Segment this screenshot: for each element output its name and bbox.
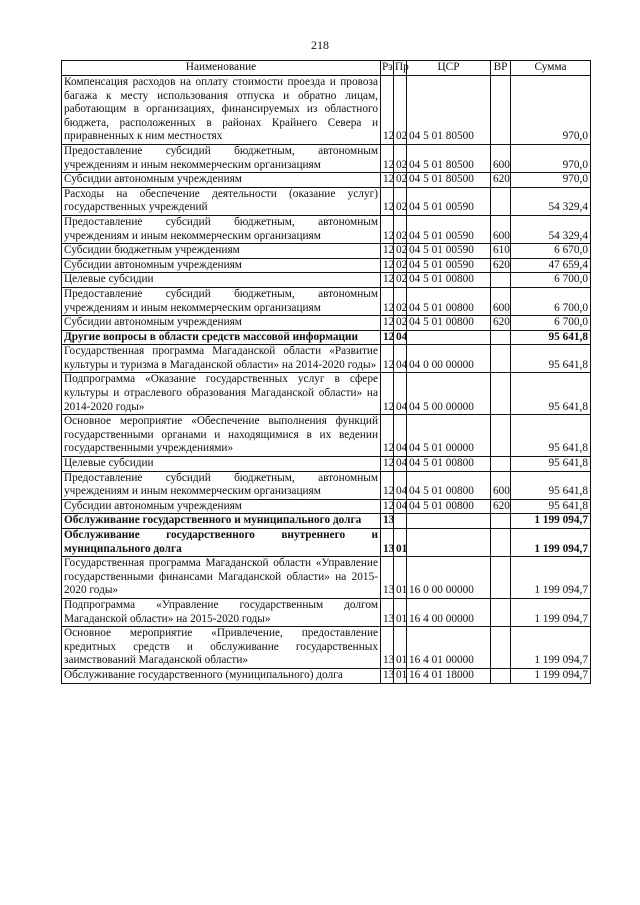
table-row	[62, 144, 591, 172]
column-header-rz: Рз	[381, 61, 394, 76]
cell-name: Основное мероприятие «Обеспечение выполнения функций государственными органами и находящимися в их ведении государственными учреждениями»	[62, 415, 381, 457]
cell-rz: 13	[381, 627, 394, 669]
cell-vr	[491, 668, 511, 683]
cell-rz: 12	[381, 316, 394, 331]
cell-pr: 04	[394, 457, 407, 472]
cell-rz: 12	[381, 76, 394, 145]
cell-rz: 12	[381, 144, 394, 172]
cell-vr	[491, 415, 511, 457]
cell-csr: 16 4 01 18000	[407, 668, 491, 683]
cell-vr	[491, 529, 511, 557]
table-row	[62, 529, 591, 557]
table-row	[62, 373, 591, 415]
cell-rz: 12	[381, 287, 394, 315]
cell-name: Предоставление субсидий бюджетным, автономным учреждениям и иным некоммерческим организациям	[62, 215, 381, 243]
cell-sum: 95 641,8	[511, 330, 591, 345]
cell-vr	[491, 330, 511, 345]
cell-csr	[407, 514, 491, 529]
column-header-name: Наименование	[62, 61, 381, 76]
cell-rz: 13	[381, 668, 394, 683]
table-row	[62, 457, 591, 472]
cell-pr: 02	[394, 258, 407, 273]
table-header-row	[62, 61, 591, 76]
cell-rz: 12	[381, 457, 394, 472]
table-row	[62, 557, 591, 599]
cell-vr: 600	[491, 215, 511, 243]
cell-pr: 04	[394, 373, 407, 415]
cell-csr: 16 4 01 00000	[407, 627, 491, 669]
cell-vr	[491, 598, 511, 626]
table-row	[62, 415, 591, 457]
cell-rz: 13	[381, 529, 394, 557]
cell-sum: 970,0	[511, 173, 591, 188]
cell-sum: 1 199 094,7	[511, 529, 591, 557]
cell-vr	[491, 273, 511, 288]
cell-sum: 1 199 094,7	[511, 598, 591, 626]
cell-name: Субсидии бюджетным учреждениям	[62, 244, 381, 259]
cell-csr: 04 5 01 00590	[407, 215, 491, 243]
cell-pr: 02	[394, 173, 407, 188]
cell-name: Государственная программа Магаданской области «Развитие культуры и туризма в Магаданской области» на 2014-2020 годы»	[62, 345, 381, 373]
cell-pr: 02	[394, 273, 407, 288]
page-number: 218	[311, 38, 329, 52]
cell-rz: 12	[381, 173, 394, 188]
cell-csr: 04 5 01 80500	[407, 173, 491, 188]
cell-csr: 04 0 00 00000	[407, 345, 491, 373]
cell-vr: 620	[491, 258, 511, 273]
cell-pr: 02	[394, 187, 407, 215]
cell-name: Целевые субсидии	[62, 457, 381, 472]
cell-csr: 04 5 01 80500	[407, 144, 491, 172]
table-row	[62, 187, 591, 215]
cell-vr	[491, 187, 511, 215]
cell-sum: 970,0	[511, 144, 591, 172]
cell-sum: 95 641,8	[511, 373, 591, 415]
table-row	[62, 173, 591, 188]
table-row	[62, 316, 591, 331]
cell-sum: 95 641,8	[511, 457, 591, 472]
cell-sum: 6 700,0	[511, 316, 591, 331]
column-header-sum: Сумма	[511, 61, 591, 76]
cell-name: Субсидии автономным учреждениям	[62, 173, 381, 188]
cell-sum: 1 199 094,7	[511, 514, 591, 529]
table-row	[62, 273, 591, 288]
cell-rz: 12	[381, 258, 394, 273]
cell-pr: 02	[394, 144, 407, 172]
cell-pr: 01	[394, 557, 407, 599]
table-row	[62, 258, 591, 273]
cell-csr	[407, 529, 491, 557]
cell-pr: 01	[394, 627, 407, 669]
cell-rz: 12	[381, 373, 394, 415]
cell-pr: 04	[394, 415, 407, 457]
cell-csr	[407, 330, 491, 345]
cell-sum: 6 670,0	[511, 244, 591, 259]
cell-rz: 12	[381, 499, 394, 514]
cell-csr: 04 5 01 00800	[407, 499, 491, 514]
cell-pr: 04	[394, 499, 407, 514]
cell-pr	[394, 514, 407, 529]
cell-name: Основное мероприятие «Привлечение, предоставление кредитных средств и обслуживание государственных заимствований Магаданской области»	[62, 627, 381, 669]
cell-sum: 95 641,8	[511, 471, 591, 499]
cell-rz: 12	[381, 345, 394, 373]
cell-name: Обслуживание государственного внутреннего и муниципального долга	[62, 529, 381, 557]
cell-name: Обслуживание государственного и муниципального долга	[62, 514, 381, 529]
column-header-csr: ЦСР	[407, 61, 491, 76]
cell-pr: 01	[394, 529, 407, 557]
cell-csr: 04 5 01 00800	[407, 273, 491, 288]
cell-csr: 16 0 00 00000	[407, 557, 491, 599]
cell-vr: 600	[491, 471, 511, 499]
cell-name: Подпрограмма «Оказание государственных услуг в сфере культуры и отраслевого образования Магаданской области» на 2014-2020 годы»	[62, 373, 381, 415]
table-row	[62, 345, 591, 373]
budget-table	[61, 60, 591, 684]
cell-rz: 13	[381, 598, 394, 626]
cell-rz: 12	[381, 273, 394, 288]
cell-rz: 13	[381, 514, 394, 529]
table-body	[62, 76, 591, 684]
cell-pr: 02	[394, 244, 407, 259]
table-row	[62, 244, 591, 259]
table-row	[62, 471, 591, 499]
cell-name: Субсидии автономным учреждениям	[62, 258, 381, 273]
cell-csr: 04 5 01 00800	[407, 287, 491, 315]
table-row	[62, 499, 591, 514]
table-row	[62, 76, 591, 145]
cell-csr: 04 5 01 00000	[407, 415, 491, 457]
cell-pr: 01	[394, 598, 407, 626]
cell-sum: 47 659,4	[511, 258, 591, 273]
cell-name: Компенсация расходов на оплату стоимости проезда и провоза багажа к месту использования отпуска и обратно лицам, работающим в организациях, финансируемых из областного бюджета, расположенных в районах Крайнего Севера и приравненных к ним местностях	[62, 76, 381, 145]
cell-name: Целевые субсидии	[62, 273, 381, 288]
cell-sum: 95 641,8	[511, 345, 591, 373]
cell-vr	[491, 345, 511, 373]
cell-sum: 6 700,0	[511, 287, 591, 315]
cell-rz: 12	[381, 244, 394, 259]
table-row	[62, 514, 591, 529]
cell-vr: 610	[491, 244, 511, 259]
cell-sum: 95 641,8	[511, 499, 591, 514]
cell-vr: 620	[491, 316, 511, 331]
cell-pr: 04	[394, 330, 407, 345]
cell-vr	[491, 514, 511, 529]
cell-vr: 620	[491, 173, 511, 188]
cell-pr: 02	[394, 215, 407, 243]
cell-rz: 12	[381, 471, 394, 499]
cell-vr	[491, 557, 511, 599]
cell-sum: 1 199 094,7	[511, 668, 591, 683]
table-row	[62, 287, 591, 315]
cell-vr	[491, 627, 511, 669]
cell-vr: 600	[491, 144, 511, 172]
table-row	[62, 215, 591, 243]
cell-name: Государственная программа Магаданской области «Управление государственными финансами Магаданской области» на 2015-2020 годы»	[62, 557, 381, 599]
cell-sum: 6 700,0	[511, 273, 591, 288]
column-header-pr: Пр	[394, 61, 407, 76]
cell-pr: 02	[394, 76, 407, 145]
cell-rz: 13	[381, 557, 394, 599]
column-header-vr: ВР	[491, 61, 511, 76]
cell-sum: 95 641,8	[511, 415, 591, 457]
cell-vr	[491, 76, 511, 145]
cell-csr: 04 5 01 00800	[407, 471, 491, 499]
cell-pr: 02	[394, 287, 407, 315]
cell-rz: 12	[381, 215, 394, 243]
cell-csr: 16 4 00 00000	[407, 598, 491, 626]
cell-vr: 600	[491, 287, 511, 315]
cell-sum: 970,0	[511, 76, 591, 145]
cell-pr: 01	[394, 668, 407, 683]
cell-csr: 04 5 01 00800	[407, 457, 491, 472]
cell-name: Подпрограмма «Управление государственным долгом Магаданской области» на 2015-2020 годы»	[62, 598, 381, 626]
cell-rz: 12	[381, 187, 394, 215]
cell-csr: 04 5 01 00800	[407, 316, 491, 331]
cell-csr: 04 5 01 00590	[407, 187, 491, 215]
cell-csr: 04 5 01 00590	[407, 244, 491, 259]
cell-pr: 02	[394, 316, 407, 331]
cell-rz: 12	[381, 415, 394, 457]
cell-csr: 04 5 01 00590	[407, 258, 491, 273]
cell-rz: 12	[381, 330, 394, 345]
cell-name: Предоставление субсидий бюджетным, автономным учреждениям и иным некоммерческим организациям	[62, 287, 381, 315]
cell-pr: 04	[394, 471, 407, 499]
cell-pr: 04	[394, 345, 407, 373]
cell-name: Расходы на обеспечение деятельности (оказание услуг) государственных учреждений	[62, 187, 381, 215]
cell-vr	[491, 373, 511, 415]
table-row	[62, 627, 591, 669]
table-row	[62, 330, 591, 345]
cell-name: Другие вопросы в области средств массовой информации	[62, 330, 381, 345]
table-row	[62, 598, 591, 626]
cell-sum: 1 199 094,7	[511, 627, 591, 669]
cell-sum: 54 329,4	[511, 215, 591, 243]
cell-name: Обслуживание государственного (муниципального) долга	[62, 668, 381, 683]
table-row	[62, 668, 591, 683]
cell-name: Предоставление субсидий бюджетным, автономным учреждениям и иным некоммерческим организациям	[62, 471, 381, 499]
cell-name: Субсидии автономным учреждениям	[62, 316, 381, 331]
cell-vr	[491, 457, 511, 472]
cell-sum: 54 329,4	[511, 187, 591, 215]
cell-vr: 620	[491, 499, 511, 514]
cell-csr: 04 5 00 00000	[407, 373, 491, 415]
cell-sum: 1 199 094,7	[511, 557, 591, 599]
cell-name: Субсидии автономным учреждениям	[62, 499, 381, 514]
cell-name: Предоставление субсидий бюджетным, автономным учреждениям и иным некоммерческим организациям	[62, 144, 381, 172]
cell-csr: 04 5 01 80500	[407, 76, 491, 145]
